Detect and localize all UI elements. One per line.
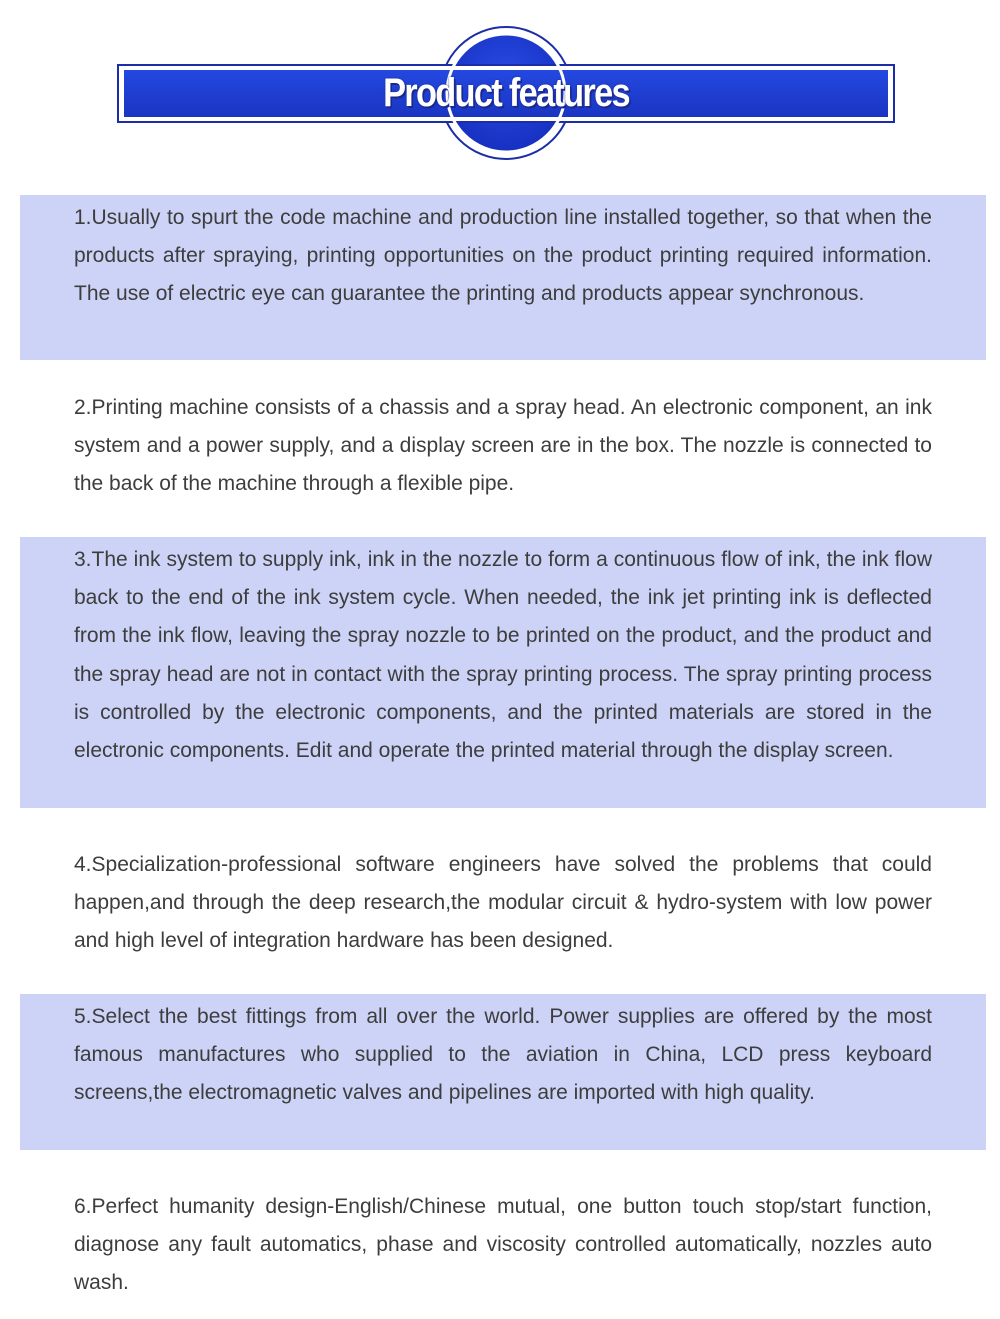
feature-item-1: [20, 195, 986, 360]
feature-item-5: [20, 994, 986, 1150]
feature-item-6: [20, 1184, 986, 1304]
feature-text: 5.Select the best fittings from all over the world. Power supplies are offered by the most famous manufactures who supplied to the aviation in China, LCD press keyboard screens,the electromagnetic valves and pipelines are imported with high quality.: [74, 1005, 932, 1105]
feature-text: 4.Specialization-professional software engineers have solved the problems that could happen,and through the deep research,the modular circuit & hydro-system with low power and high level of integration hardware has been designed.: [74, 853, 932, 953]
feature-text: 3.The ink system to supply ink, ink in the nozzle to form a continuous flow of ink, the ink flow back to the end of the ink system cycle. When needed, the ink jet printing ink is deflected from the ink flow, leaving the spray nozzle to be printed on the product, and the product and the spray head are not in contact with the spray printing process. The spray printing process is controlled by the electronic components, and the printed materials are stored in the electronic components. Edit and operate the printed material through the display screen.: [74, 548, 932, 763]
feature-text: 1.Usually to spurt the code machine and production line installed together, so that when the products after spraying, printing opportunities on the product printing required information. The use of electric eye can guarantee the printing and products appear synchronous.: [74, 206, 932, 306]
header-banner: [0, 0, 1000, 175]
page-title: Product features: [383, 71, 629, 115]
feature-item-2: [20, 385, 986, 505]
feature-text: 6.Perfect humanity design-English/Chinese mutual, one button touch stop/start function, diagnose any fault automatics, phase and viscosity controlled automatically, nozzles auto wash.: [74, 1195, 932, 1295]
feature-item-3: [20, 537, 986, 808]
feature-text: 2.Printing machine consists of a chassis and a spray head. An electronic component, an ink system and a power supply, and a display screen are in the box. The nozzle is connected to the back of the machine through a flexible pipe.: [74, 396, 932, 496]
feature-item-4: [20, 842, 986, 962]
